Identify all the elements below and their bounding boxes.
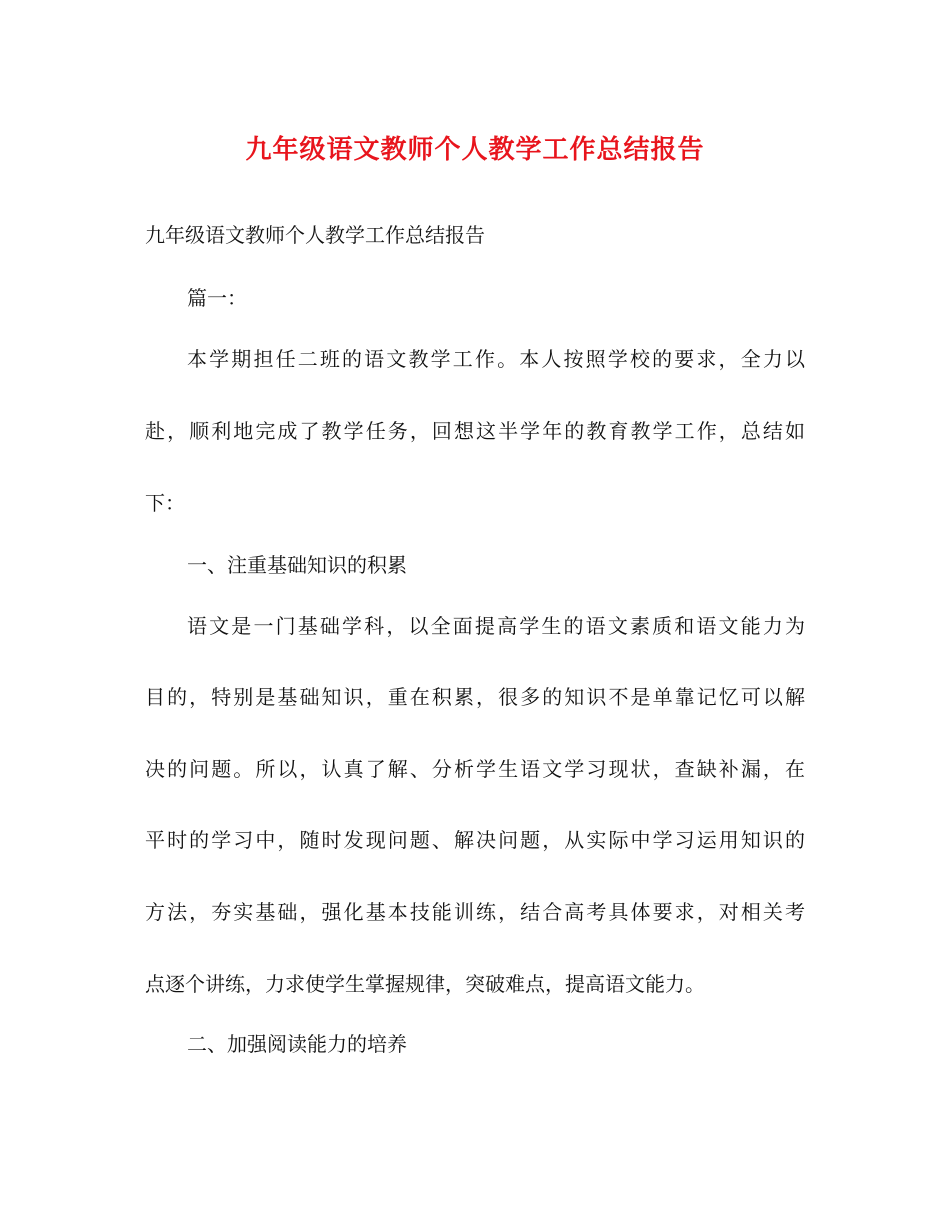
section1-line-4: 平时的学习中，随时发现问题、解决问题，从实际中学习运用知识的 — [145, 828, 805, 852]
intro-line-1: 本学期担任二班的语文教学工作。本人按照学校的要求，全力以 — [187, 347, 805, 371]
section1-line-5: 方法，夯实基础，强化基本技能训练，结合高考具体要求，对相关考 — [145, 900, 805, 924]
section1-line-1: 语文是一门基础学科，以全面提高学生的语文素质和语文能力为 — [187, 614, 805, 638]
intro-line-2: 赴，顺利地完成了教学任务，回想这半学年的教育教学工作，总结如 — [145, 419, 805, 443]
part-label: 篇一： — [187, 286, 247, 310]
section1-line-3: 决的问题。所以，认真了解、分析学生语文学习现状，查缺补漏，在 — [145, 757, 805, 781]
section1-line-2: 目的，特别是基础知识，重在积累，很多的知识不是单靠记忆可以解 — [145, 685, 805, 709]
section1-heading: 一、注重基础知识的积累 — [187, 553, 407, 577]
section1-line-6: 点逐个讲练，力求使学生掌握规律，突破难点，提高语文能力。 — [145, 972, 705, 996]
document-title: 九年级语文教师个人教学工作总结报告 — [245, 135, 705, 165]
intro-line-3: 下： — [145, 491, 185, 515]
section2-heading: 二、加强阅读能力的培养 — [187, 1032, 407, 1056]
document-subtitle: 九年级语文教师个人教学工作总结报告 — [145, 223, 485, 247]
